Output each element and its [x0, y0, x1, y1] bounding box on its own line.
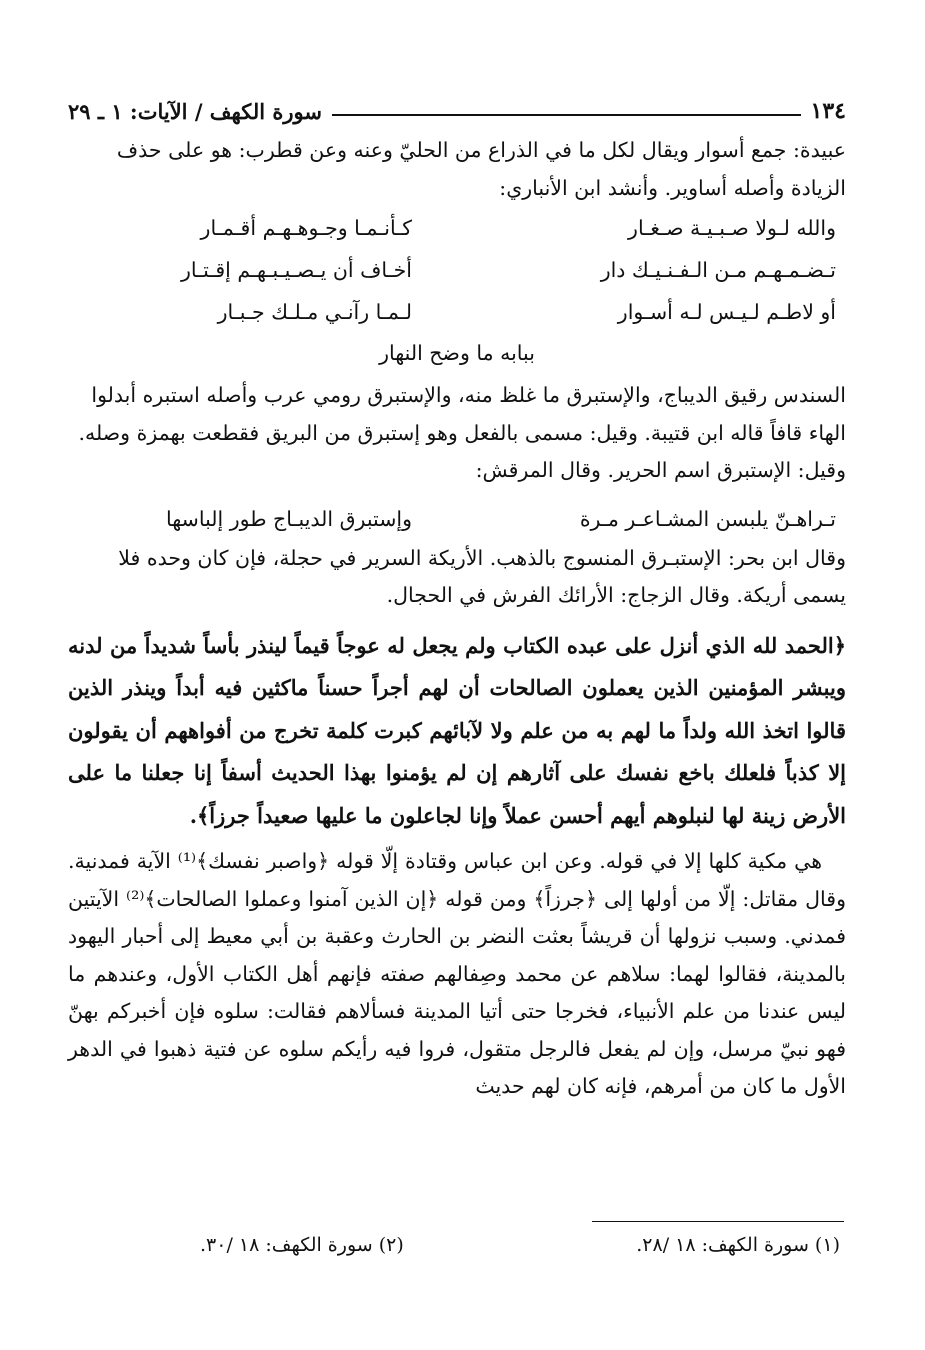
text-line: وقيل: الإستبرق اسم الحرير. وقال المرقش: [475, 458, 846, 482]
text-line: وقال ابن بحر: الإستبـرق المنسوج بالذهب. الأريكة السرير في حجلة، فإن كان وحده فلا [118, 545, 846, 570]
poem-final-line: ببابه ما وضح النهار [379, 341, 535, 365]
header-rule [332, 114, 801, 116]
text-line: عبيدة: جمع أسوار ويقال لكل ما في الذراع من الحليّ وعنه وعن قطرب: هو على حذف [116, 138, 846, 162]
verse-second-hemistich: لـمـا رآنـي مـلـك جـبـار [217, 300, 412, 324]
verse-second-hemistich: وإستبرق الديبـاج طور إلباسها [165, 506, 412, 531]
footnote-1: (١) سورة الكهف: ١٨ /٢٨. [636, 1234, 840, 1256]
page-body [68, 132, 846, 1106]
running-title: سورة الكهف / الآيات: ١ ـ ٢٩ [68, 99, 322, 124]
text-line: السندس رقيق الديباج، والإستبرق ما غلظ منه، والإستبرق رومي عرب وأصله استبره أبدلوا [91, 383, 846, 407]
poem-verse [68, 207, 846, 249]
commentary-paragraph: هي مكية كلها إلا في قوله. وعن ابن عباس وقتادة إلّا قوله ﴿واصبر نفسك﴾⁽¹⁾ الآية فمدنية. وقال مقاتل: إلّا من أولها إلى ﴿جرزاً﴾ ومن قوله ﴿إن الذين آمنوا وعملوا الصالحات﴾⁽²⁾ الآيتين فمدني. وسبب نزولها أن قريشاً بعثت النضر بن الحارث وعقبة بن أبي معيط إلى أحبار اليهود بالمدينة، فقالوا لهما: سلاهم عن محمد وصِفالهم صفته فإنهم أهل الكتاب الأول، وعندهم ما ليس عندنا من علم الأنبياء، فخرجا حتى أتيا المدينة فسألاهم فقالت: سلوه فإن أخبركم بهنّ فهو نبيّ مرسل، وإن لم يفعل فالرجل متقول، فروا فيه رأيكم سلوه عن فتية ذهبوا في الدهر الأول ما كان من أمرهم، فإنه كان لهم حديث [68, 849, 846, 1098]
text-line: الزيادة وأصله أساوير. وأنشد ابن الأنباري: [499, 175, 846, 200]
footnote-2: (٢) سورة الكهف: ١٨ /٣٠. [200, 1234, 404, 1256]
verse-first-hemistich: تـراهـنّ يلبسن المشـاعـر مـرة [579, 506, 836, 531]
verse-second-hemistich: أخـاف أن يـصـيـبـهـم إقـتـار [181, 258, 412, 282]
poem-verse [68, 291, 846, 333]
page-header [68, 84, 846, 124]
text-line: الهاء قافاً قاله ابن قتيبة. وقيل: مسمى بالفعل وهو إستبرق من البريق فقطعت بهمزة وصله. [78, 420, 846, 445]
page-number: ١٣٤ [810, 98, 846, 124]
verse-first-hemistich: تـضـمـهـم مـن الـفـنـيـك دار [600, 258, 836, 282]
verse-first-hemistich: والله لـولا صـبـيـة صـغـار [628, 216, 836, 240]
verse-second-hemistich: كـأنـمـا وجـوهـهـم أقـمـار [200, 216, 412, 240]
footnote-separator [592, 1221, 844, 1222]
quran-passage: ﴿الحمد لله الذي أنزل على عبده الكتاب ولم يجعل له عوجاً قيماً لينذر بأساً شديداً من لدنه ويبشر المؤمنين الذين يعملون الصالحات أن لهم أجراً حسناً ماكثين فيه أبداً وينذر الذين قالوا اتخذ الله ولداً ما لهم به من علم ولا لآبائهم كبرت كلمة تخرج من أفواههم أن يقولون إلا كذباً فلعلك باخع نفسك على آثارهم إن لم يؤمنوا بهذا الحديث أسفاً إنا جعلنا ما على الأرض زينة لها لنبلوهم أيهم أحسن عملاً وإنا لجاعلون ما عليها صعيداً جرزاً﴾. [68, 632, 846, 828]
poem-verse [68, 498, 846, 540]
verse-first-hemistich: أو لاطـم لـيـس لـه أسـوار [617, 300, 836, 324]
poem-verse [68, 249, 846, 291]
footnotes [200, 1234, 840, 1264]
text-line: يسمى أريكة. وقال الزجاج: الأرائك الفرش في الحجال. [386, 583, 846, 607]
